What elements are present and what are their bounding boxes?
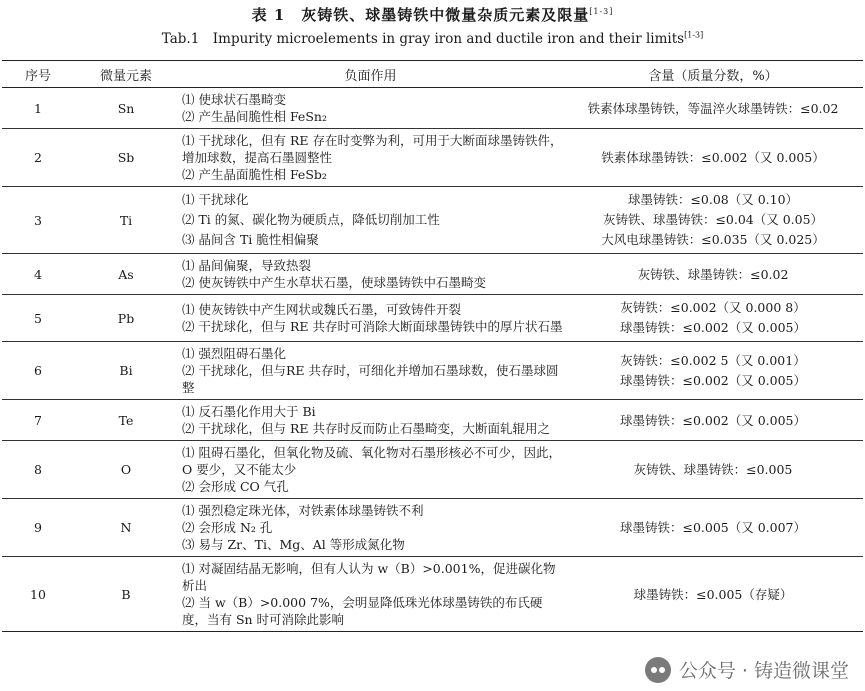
effect-item: ⑶ 晶间含 Ti 脆性相偏聚 [182,232,319,247]
effect-item: ⑵ 干扰球化，但与 RE 共存时反而防止石墨畸变，大断面轧辊用之 [182,421,550,436]
impurity-table [2,60,863,632]
table-row [2,295,863,342]
element-symbol: Te [74,400,178,441]
caption-en-text: Tab.1 Impurity microelements in gray iron and ductile iron and their limits [161,31,685,47]
content-cell [563,342,863,400]
effect-item: ⑴ 干扰球化，但有 RE 存在时变弊为利，可用于大断面球墨铸铁件，增加球数，提高石墨圆整性 [182,133,563,165]
content-item: 灰铸铁、球墨铸铁：≤0.005 [633,462,793,477]
content-cell [563,187,863,254]
header-no: 序号 [2,61,74,88]
row-number: 1 [2,88,74,129]
element-symbol: Ti [74,187,178,254]
content-item: 球墨铸铁：≤0.08（又 0.10） [627,192,799,207]
content-item: 铁素体球墨铸铁：≤0.002（又 0.005） [601,150,825,165]
effect-item: ⑵ Ti 的氮、碳化物为硬质点，降低切削加工性 [182,212,440,227]
table-row [2,129,863,187]
table-row [2,88,863,129]
table-caption-zh [0,4,865,25]
watermark [645,656,849,683]
element-symbol: Sb [74,129,178,187]
table-caption-en [0,27,865,47]
caption-zh-ref: [1-3] [589,7,614,16]
effect-item: ⑵ 会形成 N₂ 孔 [182,520,273,535]
content-item: 球墨铸铁：≤0.002（又 0.005） [619,372,807,388]
effect-item: ⑵ 产生晶间脆性相 FeSn₂ [182,109,327,124]
row-number: 3 [2,187,74,254]
effect-item: ⑵ 干扰球化，但与RE 共存时，可细化并增加石墨球数，使石墨球圆整 [182,363,559,395]
table-row [2,342,863,400]
element-symbol: As [74,254,178,295]
row-number: 8 [2,441,74,499]
wechat-icon [645,657,671,683]
header-content: 含量（质量分数，%） [563,61,863,88]
table-row [2,254,863,295]
effects-cell [178,88,563,129]
content-item: 大风电球墨铸铁：≤0.035（又 0.025） [601,232,825,247]
content-item: 灰铸铁：≤0.002（又 0.000 8） [620,300,806,315]
element-symbol: Bi [74,342,178,400]
row-number: 7 [2,400,74,441]
content-cell [563,295,863,342]
effect-item: ⑴ 干扰球化 [182,192,249,207]
content-cell [563,557,863,632]
table-row [2,400,863,441]
effects-cell [178,441,563,499]
effects-cell [178,254,563,295]
effect-item: ⑶ 易与 Zr、Ti、Mg、Al 等形成氮化物 [182,537,405,552]
effect-item: ⑴ 反石墨化作用大于 Bi [182,404,316,419]
effects-cell [178,342,563,400]
effect-item: ⑴ 对凝固结晶无影响，但有人认为 w（B）>0.001%，促进碳化物析出 [182,561,556,593]
content-item: 灰铸铁、球墨铸铁：≤0.04（又 0.05） [602,212,824,227]
effects-cell [178,499,563,557]
table-row [2,441,863,499]
caption-en-ref: [1-3] [684,30,704,40]
content-cell [563,400,863,441]
row-number: 2 [2,129,74,187]
content-cell [563,129,863,187]
element-symbol: Pb [74,295,178,342]
content-item: 灰铸铁、球墨铸铁：≤0.02 [637,266,789,282]
effect-item: ⑵ 使灰铸铁中产生水草状石墨，使球墨铸铁中石墨畸变 [182,275,486,290]
element-symbol: O [74,441,178,499]
table-header-row [2,61,863,88]
effect-item: ⑵ 会形成 CO 气孔 [182,479,289,494]
effect-item: ⑴ 晶间偏聚，导致热裂 [182,258,311,273]
content-item: 球墨铸铁：≤0.005（又 0.007） [619,520,807,535]
content-item: 球墨铸铁：≤0.002（又 0.005） [619,320,807,335]
row-number: 6 [2,342,74,400]
element-symbol: B [74,557,178,632]
content-cell [563,88,863,129]
row-number: 5 [2,295,74,342]
effects-cell [178,129,563,187]
effect-item: ⑵ 当 w（B）>0.000 7%，会明显降低珠光体球墨铸铁的布氏硬度，当有 Sn 时可消除此影响 [182,595,543,627]
watermark-text: 公众号 · 铸造微课堂 [678,660,849,682]
content-item: 灰铸铁：≤0.002 5（又 0.001） [620,352,806,368]
header-effect: 负面作用 [178,61,563,88]
table-row [2,499,863,557]
effect-item: ⑵ 产生晶面脆性相 FeSb₂ [182,167,327,182]
content-item: 铁素体球墨铸铁，等温淬火球墨铸铁：≤0.02 [587,100,839,116]
caption-zh-text: 表 1 灰铸铁、球墨铸铁中微量杂质元素及限量 [251,6,590,24]
effect-item: ⑴ 强烈稳定珠光体，对铁素体球墨铸铁不利 [182,503,424,518]
content-item: 球墨铸铁：≤0.002（又 0.005） [619,412,807,428]
table-row [2,557,863,632]
row-number: 10 [2,557,74,632]
effect-item: ⑵ 干扰球化，但与 RE 共存时可消除大断面球墨铸铁中的厚片状石墨 [182,319,563,334]
row-number: 9 [2,499,74,557]
content-cell [563,499,863,557]
effect-item: ⑴ 使球状石墨畸变 [182,92,286,107]
effects-cell [178,557,563,632]
effects-cell [178,295,563,342]
content-item: 球墨铸铁：≤0.005（存疑） [633,586,793,602]
effect-item: ⑴ 强烈阻碍石墨化 [182,346,286,361]
effect-item: ⑴ 使灰铸铁中产生网状或魏氏石墨，可致铸件开裂 [182,302,461,317]
row-number: 4 [2,254,74,295]
element-symbol: Sn [74,88,178,129]
table-row [2,187,863,254]
header-element: 微量元素 [74,61,178,88]
content-cell [563,441,863,499]
element-symbol: N [74,499,178,557]
effects-cell [178,400,563,441]
effect-item: ⑴ 阻碍石墨化，但氧化物及硫、氧化物对石墨形核必不可少，因此，O 要少，又不能太少 [182,445,561,477]
content-cell [563,254,863,295]
effects-cell [178,187,563,254]
